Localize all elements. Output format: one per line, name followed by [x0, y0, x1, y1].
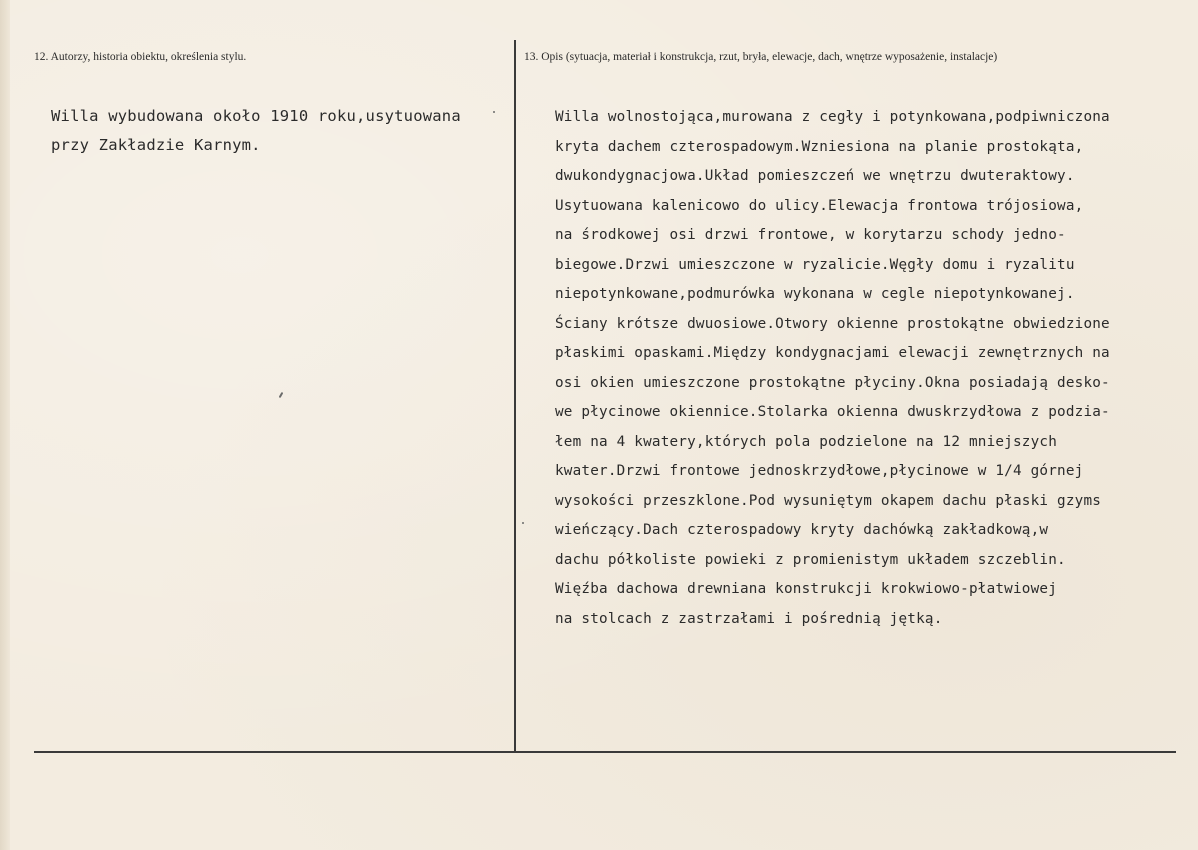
- bottom-rule: [34, 751, 1176, 753]
- typed-line: Willa wolnostojąca,murowana z cegły i potynkowana,podpiwniczona: [555, 109, 1110, 125]
- column-divider: [514, 40, 516, 752]
- typed-line: na środkowej osi drzwi frontowe, w korytarzu schody jedno-: [555, 227, 1066, 243]
- paper-speck: [493, 111, 495, 113]
- typed-line: niepotynkowane,podmurówka wykonana w cegle niepotynkowanej.: [555, 286, 1075, 302]
- typed-line: kryta dachem czterospadowym.Wzniesiona na planie prostokąta,: [555, 138, 1084, 155]
- typed-line: Usytuowana kalenicowo do ulicy.Elewacja frontowa trójosiowa,: [555, 197, 1084, 214]
- typed-line: płaskimi opaskami.Między kondygnacjami elewacji zewnętrznych na: [555, 345, 1110, 361]
- typed-line: we płycinowe okiennice.Stolarka okienna dwuskrzydłowa z podzia-: [555, 404, 1110, 420]
- typed-line: kwater.Drzwi frontowe jednoskrzydłowe,płycinowe w 1/4 górnej: [555, 463, 1084, 479]
- section-13-body: [555, 103, 1110, 634]
- paper-edge: [0, 0, 10, 850]
- typed-line: na stolcach z zastrzałami i pośrednią jętką.: [555, 610, 943, 627]
- typed-line: Więźba dachowa drewniana konstrukcji krokwiowo-płatwiowej: [555, 581, 1058, 597]
- section-12-body: [51, 102, 461, 160]
- typed-line: dachu półkoliste powieki z promienistym układem szczeblin.: [555, 551, 1066, 568]
- typed-line: Ściany krótsze dwuosiowe.Otwory okienne prostokątne obwiedzione: [555, 315, 1110, 332]
- typed-line: osi okien umieszczone prostokątne płyciny.Okna posiadają desko-: [555, 374, 1110, 391]
- paper-speck: [279, 392, 284, 398]
- typed-line: Willa wybudowana około 1910 roku,usytuowana: [51, 107, 461, 125]
- typed-line: przy Zakładzie Karnym.: [51, 136, 261, 154]
- section-13-heading: 13. Opis (sytuacja, materiał i konstrukcja, rzut, bryła, elewacje, dach, wnętrze wyposażenie, instalacje): [524, 51, 998, 63]
- typed-line: wieńczący.Dach czterospadowy kryty dachówką zakładkową,w: [555, 522, 1049, 538]
- typed-line: wysokości przeszklone.Pod wysuniętym okapem dachu płaski gzyms: [555, 492, 1102, 509]
- typed-line: biegowe.Drzwi umieszczone w ryzalicie.Węgły domu i ryzalitu: [555, 256, 1075, 273]
- typed-line: dwukondygnacjowa.Układ pomieszczeń we wnętrzu dwuteraktowy.: [555, 168, 1075, 184]
- section-12-heading: 12. Autorzy, historia obiektu, określenia stylu.: [34, 51, 247, 63]
- paper-speck: [522, 522, 524, 524]
- typed-line: łem na 4 kwatery,których pola podzielone na 12 mniejszych: [555, 433, 1058, 450]
